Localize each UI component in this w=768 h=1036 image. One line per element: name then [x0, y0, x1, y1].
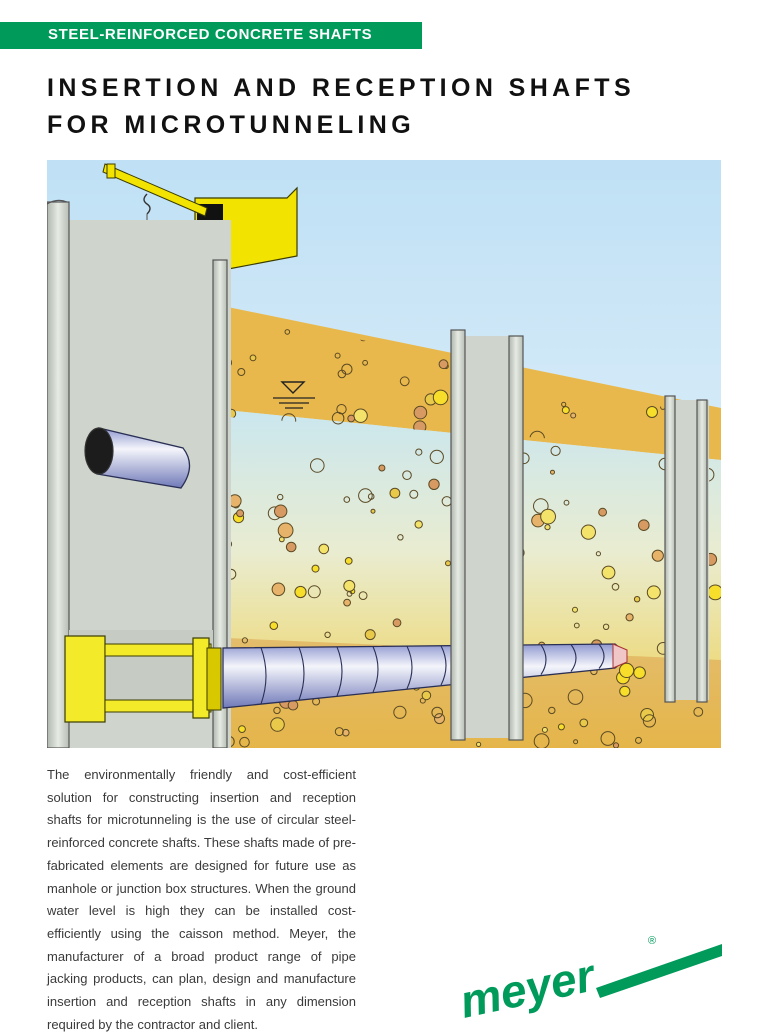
soil-pebble: [620, 663, 634, 677]
soil-pebble: [344, 599, 351, 606]
shaft-cross-section-drawing: [47, 160, 721, 748]
soil-pebble: [446, 561, 451, 566]
soil-pebble: [312, 565, 319, 572]
soil-pebble: [708, 585, 721, 600]
soil-pebble: [286, 542, 296, 552]
soil-pebble: [433, 390, 448, 405]
soil-pebble: [652, 550, 663, 561]
soil-pebble: [477, 742, 481, 746]
soil-pebble: [647, 407, 658, 418]
soil-pebble: [414, 406, 427, 419]
soil-pebble: [390, 488, 400, 498]
soil-pebble: [647, 586, 660, 599]
reception-shaft-middle: [451, 330, 523, 740]
soil-pebble: [295, 586, 306, 597]
logo-wordmark: meyer: [456, 948, 599, 1024]
soil-pebble: [639, 520, 650, 531]
category-label: STEEL-REINFORCED CONCRETE SHAFTS: [48, 26, 373, 43]
description-paragraph: The environmentally friendly and cost-efficient solution for constructing insertion and reception shafts for microtunneling is the use of circular steel-reinforced concrete shafts. These shafts made of pre-fabricated elements are designed for future use as manhole or junction box structures. When the ground water level is high they can be installed cost-efficiently using the caisson method. Meyer, the manufacturer of a broad product range of pipe jacking products, can plan, design and manufacture insertion and reception shafts in any dimension required by the contractor and client.: [47, 767, 356, 1032]
soil-pebble: [379, 465, 385, 471]
soil-pebble: [602, 566, 615, 579]
meyer-logo-mark: [456, 926, 736, 1024]
soil-pebble: [348, 415, 355, 422]
soil-pebble: [239, 726, 246, 733]
category-banner: [0, 22, 422, 49]
soil-pebble: [365, 630, 375, 640]
soil-pebble: [634, 667, 646, 679]
soil-pebble: [599, 508, 607, 516]
soil-pebble: [542, 727, 547, 732]
soil-pebble: [393, 619, 401, 627]
soil-pebble: [429, 479, 439, 489]
soil-pebble: [237, 510, 244, 517]
soil-pebble: [415, 521, 422, 528]
soil-pebble: [573, 607, 578, 612]
soil-pebble: [371, 509, 375, 513]
soil-pebble: [571, 413, 576, 418]
soil-pebble: [345, 558, 352, 565]
soil-pebble: [626, 614, 633, 621]
logo-swoosh: [596, 944, 722, 998]
soil-pebble: [271, 718, 285, 732]
soil-pebble: [344, 580, 355, 591]
shaft-illustration: [47, 160, 721, 748]
reception-shaft-right: [665, 396, 709, 702]
soil-pebble: [581, 525, 595, 539]
soil-pebble: [422, 691, 431, 700]
page-title: [47, 70, 635, 144]
soil-pebble: [620, 686, 630, 696]
soil-pebble: [250, 355, 256, 361]
soil-pebble: [558, 724, 564, 730]
soil-pebble: [613, 743, 618, 748]
soil-pebble: [278, 523, 293, 538]
soil-pebble: [551, 470, 555, 474]
title-line-1: INSERTION AND RECEPTION SHAFTS: [47, 74, 636, 102]
soil-pebble: [275, 505, 287, 517]
soil-pebble: [270, 622, 278, 630]
soil-pebble: [435, 714, 445, 724]
soil-pebble: [439, 360, 448, 369]
soil-pebble: [580, 719, 588, 727]
soil-pebble: [545, 525, 550, 530]
soil-pebble: [634, 597, 639, 602]
soil-pebble: [319, 544, 329, 554]
soil-pebble: [541, 509, 556, 524]
title-line-2: FOR MICROTUNNELING: [47, 111, 416, 139]
soil-pebble: [354, 409, 367, 422]
registered-mark: ®: [648, 935, 657, 947]
soil-pebble: [272, 583, 285, 596]
meyer-logo: [456, 926, 736, 1024]
soil-pebble: [279, 537, 284, 542]
soil-pebble: [562, 407, 569, 414]
